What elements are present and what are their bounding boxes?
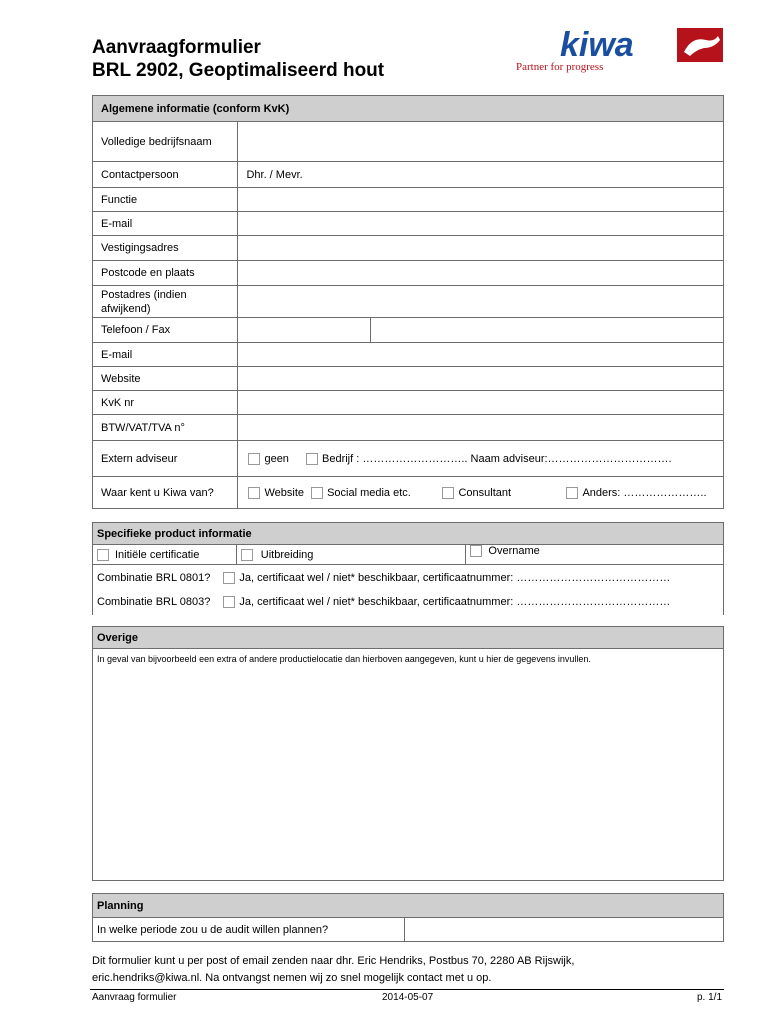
- kiwa-logo-graphic: [514, 26, 724, 62]
- email-field[interactable]: [238, 212, 724, 236]
- option-label: Anders: …………………..: [582, 487, 707, 500]
- field-label: Contactpersoon: [93, 162, 238, 188]
- contact-person-field[interactable]: Dhr. / Mevr.: [238, 162, 724, 188]
- instructions-line-1: Dit formulier kunt u per post of email zenden naar dhr. Eric Hendriks, Postbus 70, 2280 AB Rijswijk,: [92, 955, 575, 967]
- table-row: [93, 441, 724, 477]
- checkbox[interactable]: [248, 453, 260, 465]
- table-row: [93, 367, 724, 391]
- postal-address-field[interactable]: [238, 286, 724, 318]
- footer-page: p. 1/1: [697, 992, 723, 1003]
- other-details-field[interactable]: [93, 649, 724, 881]
- field-label: Telefoon / Fax: [93, 318, 238, 343]
- vat-field[interactable]: [238, 415, 724, 441]
- footer-left: Aanvraag formulier: [92, 992, 177, 1003]
- extension-option: [236, 545, 466, 565]
- combination-label: Combinatie BRL 0803?: [97, 595, 211, 608]
- title-line-1: Aanvraagformulier: [92, 37, 261, 58]
- checkbox[interactable]: [97, 549, 109, 561]
- field-label: E-mail: [93, 212, 238, 236]
- table-row: [93, 477, 724, 509]
- footer-divider: [90, 989, 724, 990]
- field-label: Vestigingsadres: [93, 236, 238, 261]
- table-row: [93, 391, 724, 415]
- field-label: Volledige bedrijfsnaam: [93, 122, 238, 162]
- phone-field[interactable]: [238, 318, 371, 343]
- table-row: [93, 236, 724, 261]
- planning-question: In welke periode zou u de audit willen plannen?: [93, 918, 405, 942]
- kvk-field[interactable]: [238, 391, 724, 415]
- takeover-option: [466, 545, 724, 565]
- combination-0803: [97, 590, 723, 614]
- option-label: geen: [264, 452, 289, 465]
- field-label: E-mail: [93, 343, 238, 367]
- other-option: [566, 487, 706, 499]
- checkbox[interactable]: [470, 545, 482, 557]
- combination-0801: [97, 566, 723, 590]
- audit-period-field[interactable]: [404, 918, 723, 942]
- other-note: In geval van bijvoorbeeld een extra of andere productielocatie dan hierboven aangegeven, kunt u hier de gegevens invullen.: [97, 654, 591, 664]
- checkbox[interactable]: [223, 596, 235, 608]
- title-line-2: BRL 2902, Geoptimaliseerd hout: [92, 60, 385, 81]
- section-header: [93, 894, 724, 918]
- table-row: [93, 415, 724, 441]
- other-heading: Overige: [93, 627, 724, 649]
- combination-label: Combinatie BRL 0801?: [97, 571, 211, 584]
- address-field[interactable]: [238, 236, 724, 261]
- field-label: Postadres (indien afwijkend): [93, 286, 238, 318]
- option-label: Website: [264, 486, 304, 499]
- table-row: [93, 318, 724, 343]
- function-field[interactable]: [238, 188, 724, 212]
- field-label: Extern adviseur: [93, 441, 238, 477]
- table-row: [93, 162, 724, 188]
- checkbox[interactable]: [306, 453, 318, 465]
- logo-wordmark: kiwa: [560, 26, 634, 62]
- page-title: [92, 36, 384, 82]
- table-row: [93, 212, 724, 236]
- fax-field[interactable]: [371, 318, 724, 343]
- planning-table: [92, 893, 724, 942]
- table-row: [93, 286, 724, 318]
- checkbox[interactable]: [241, 549, 253, 561]
- product-heading: Specifieke product informatie: [93, 523, 724, 545]
- footer-date: 2014-05-07: [382, 992, 434, 1003]
- checkbox[interactable]: [566, 487, 578, 499]
- postcode-field[interactable]: [238, 261, 724, 286]
- section-header: [93, 627, 724, 649]
- logo-tagline: Partner for progress: [516, 61, 604, 73]
- checkbox[interactable]: [311, 487, 323, 499]
- combination-rows: [93, 565, 724, 615]
- other-table: [92, 626, 724, 881]
- checkbox[interactable]: [442, 487, 454, 499]
- field-label: Website: [93, 367, 238, 391]
- general-heading: Algemene informatie (conform KvK): [93, 96, 724, 122]
- table-row: [93, 343, 724, 367]
- table-row: [93, 188, 724, 212]
- table-row: [93, 918, 724, 942]
- option-label: Social media etc.: [327, 486, 411, 499]
- general-info-table: [92, 95, 724, 509]
- source-options: [238, 477, 724, 509]
- field-label: BTW/VAT/TVA n°: [93, 415, 238, 441]
- option-label: Uitbreiding: [260, 548, 314, 561]
- company-name-field[interactable]: [238, 122, 724, 162]
- option-label: Bedrijf : ……………………….. Naam adviseur:…………………………….: [322, 452, 672, 465]
- table-row: [93, 261, 724, 286]
- checkbox[interactable]: [248, 487, 260, 499]
- email-field-2[interactable]: [238, 343, 724, 367]
- table-row: [93, 649, 724, 881]
- section-header: [93, 96, 724, 122]
- combination-text: Ja, certificaat wel / niet* beschikbaar, certificaatnummer: ……………………………………: [239, 571, 671, 584]
- field-label: KvK nr: [93, 391, 238, 415]
- option-label: Overname: [488, 545, 540, 558]
- website-field[interactable]: [238, 367, 724, 391]
- initial-cert-option: [93, 545, 237, 565]
- section-header: [93, 523, 724, 545]
- table-row: [93, 122, 724, 162]
- checkbox[interactable]: [223, 572, 235, 584]
- submission-instructions: [92, 953, 712, 987]
- option-label: Initiële certificatie: [115, 548, 200, 561]
- option-label: Consultant: [458, 487, 512, 500]
- field-label: Postcode en plaats: [93, 261, 238, 286]
- consultant-option: [442, 487, 511, 499]
- combination-text: Ja, certificaat wel / niet* beschikbaar, certificaatnummer: ……………………………………: [239, 595, 671, 608]
- instructions-line-2: eric.hendriks@kiwa.nl. Na ontvangst nemen wij zo snel mogelijk contact met u op.: [92, 972, 492, 984]
- field-label: Waar kent u Kiwa van?: [93, 477, 238, 509]
- field-label: Functie: [93, 188, 238, 212]
- product-info-table: [92, 522, 724, 615]
- table-row: [93, 545, 724, 565]
- table-row: [93, 565, 724, 615]
- extern-advisor-options: [238, 441, 724, 477]
- planning-heading: Planning: [93, 894, 724, 918]
